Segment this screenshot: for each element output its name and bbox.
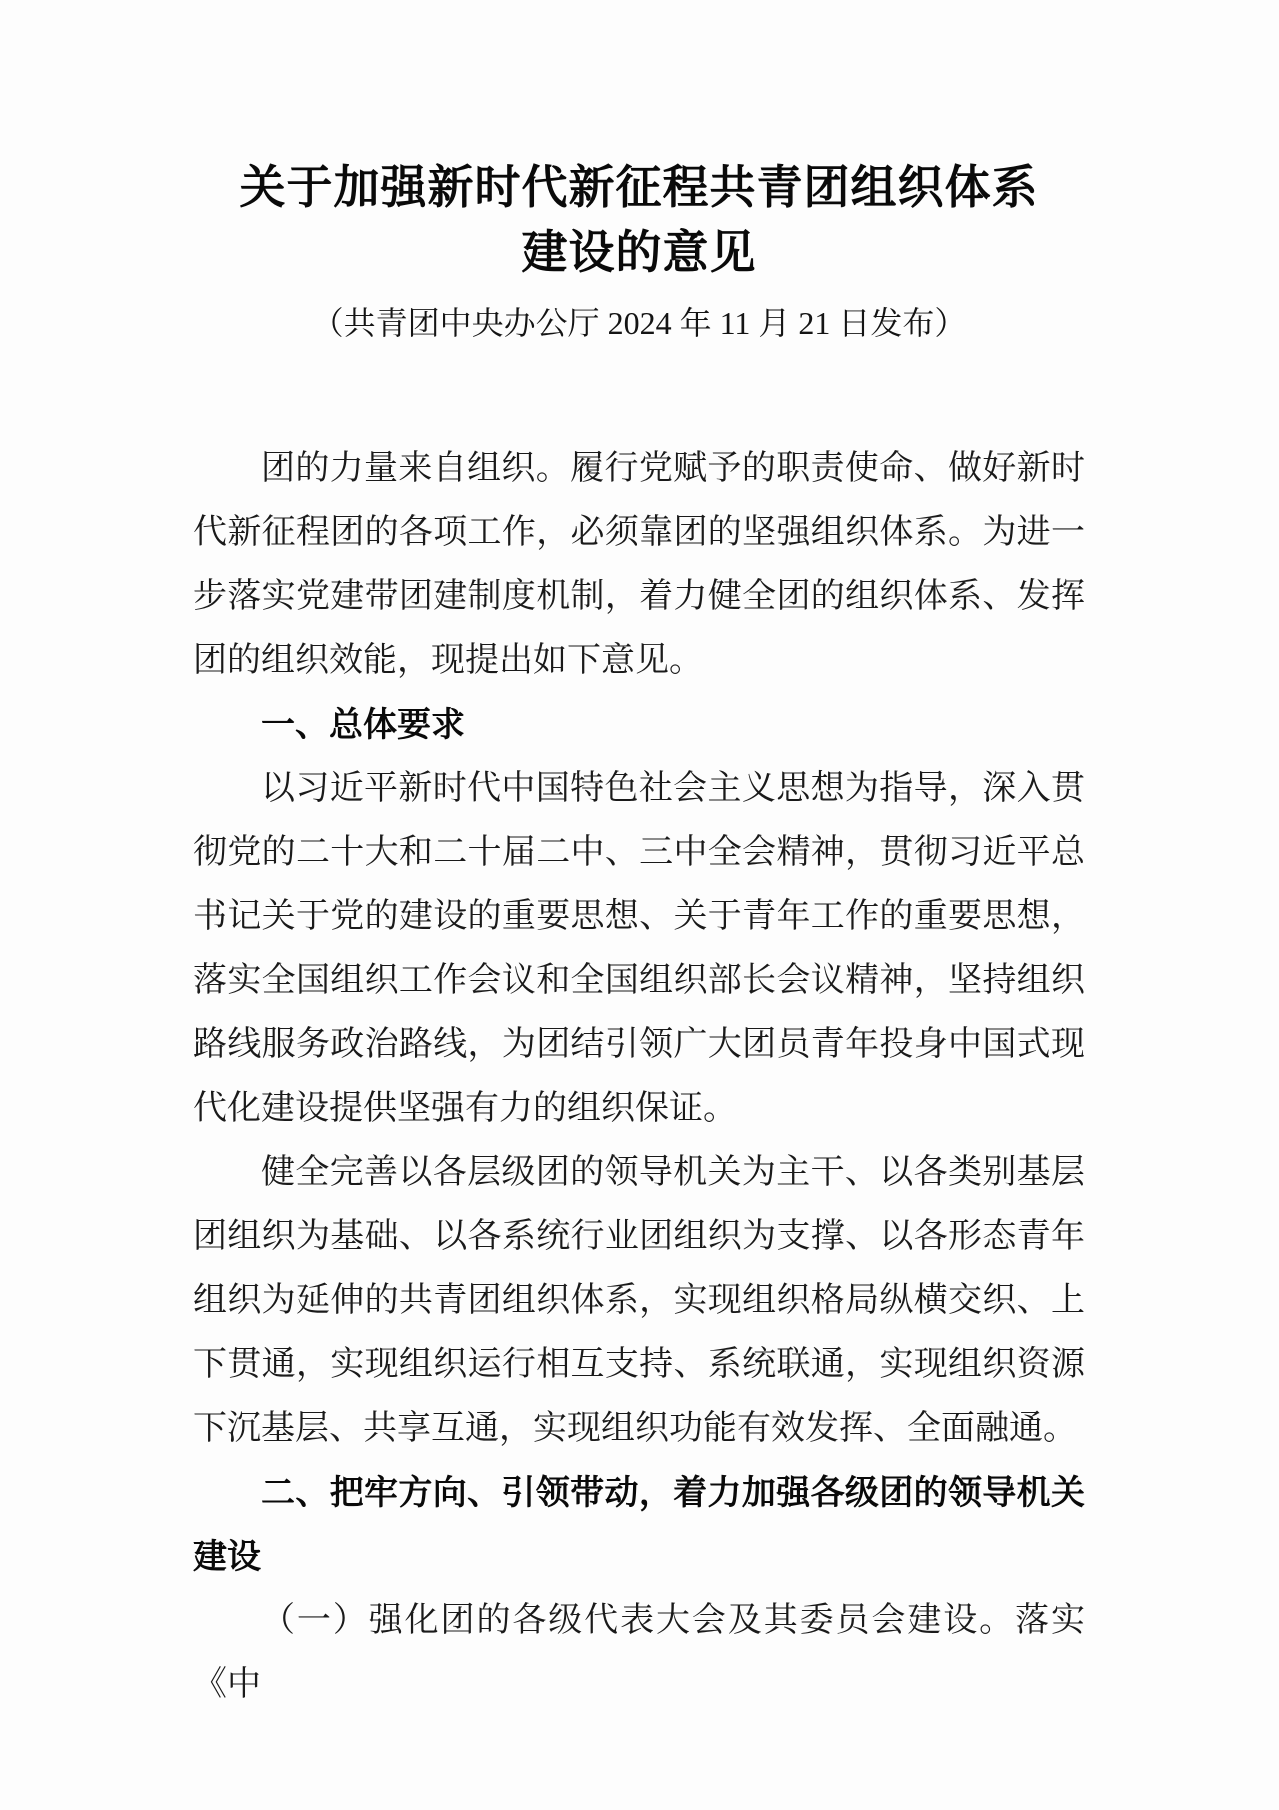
document-subtitle: （共青团中央办公厅 2024 年 11 月 21 日发布） [311, 305, 967, 341]
document-body [193, 437, 1085, 1717]
title-line-1: 关于加强新时代新征程共青团组织体系 [239, 162, 1039, 213]
document-content [193, 0, 1085, 1717]
paragraph-item-1: （一）强化团的各级代表大会及其委员会建设。落实《中 [193, 1602, 1085, 1703]
document-title [193, 0, 1085, 285]
paragraph-organization-system: 健全完善以各层级团的领导机关为主干、以各类别基层团组织为基础、以各系统行业团组织为支撑、以各形态青年组织为延伸的共青团组织体系，实现组织格局纵横交织、上下贯通，实现组织运行相互支持、系统联通，实现组织资源下沉基层、共享互通，实现组织功能有效发挥、全面融通。 [193, 1154, 1085, 1447]
paragraph-intro: 团的力量来自组织。履行党赋予的职责使命、做好新时代新征程团的各项工作，必须靠团的坚强组织体系。为进一步落实党建带团建制度机制，着力健全团的组织体系、发挥团的组织效能，现提出如下意见。 [193, 450, 1085, 679]
paragraph-guiding-ideology: 以习近平新时代中国特色社会主义思想为指导，深入贯彻党的二十大和二十届二中、三中全会精神，贯彻习近平总书记关于党的建设的重要思想、关于青年工作的重要思想，落实全国组织工作会议和全国组织部长会议精神，坚持组织路线服务政治路线，为团结引领广大团员青年投身中国式现代化建设提供坚强有力的组织保证。 [193, 770, 1085, 1127]
section-heading-1: 一、总体要求 [261, 705, 465, 745]
title-line-2: 建设的意见 [521, 227, 757, 278]
section-heading-2: 二、把牢方向、引领带动，着力加强各级团的领导机关建设 [193, 1473, 1085, 1577]
